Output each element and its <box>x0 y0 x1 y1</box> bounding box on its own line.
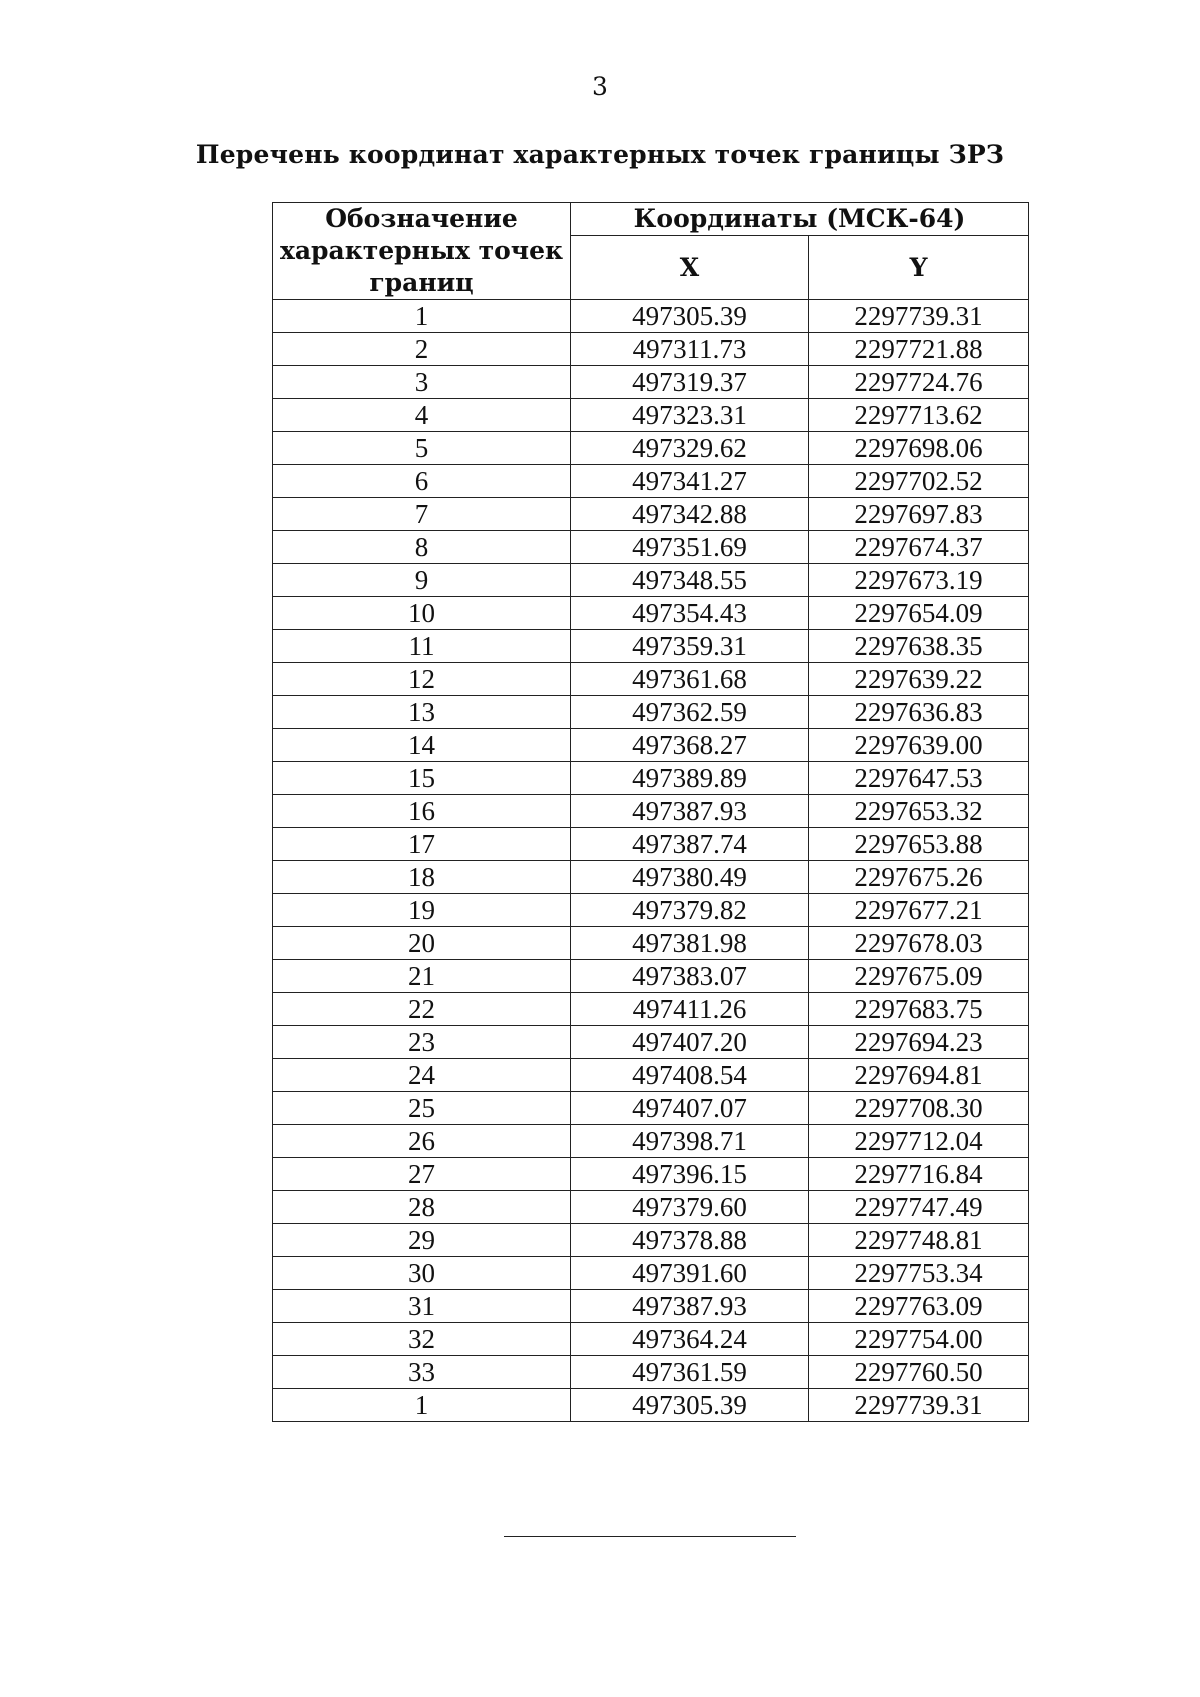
cell-point-number: 25 <box>273 1092 571 1125</box>
table-row <box>273 1158 1029 1191</box>
cell-y: 2297753.34 <box>809 1257 1029 1290</box>
table-row <box>273 1059 1029 1092</box>
cell-y: 2297675.09 <box>809 960 1029 993</box>
cell-point-number: 8 <box>273 531 571 564</box>
cell-point-number: 14 <box>273 729 571 762</box>
cell-y: 2297674.37 <box>809 531 1029 564</box>
cell-y: 2297754.00 <box>809 1323 1029 1356</box>
table-header <box>273 203 1029 300</box>
cell-y: 2297721.88 <box>809 333 1029 366</box>
header-coordinates: Координаты (МСК-64) <box>571 203 1029 236</box>
cell-point-number: 22 <box>273 993 571 1026</box>
coordinates-table <box>272 202 1029 1422</box>
cell-point-number: 9 <box>273 564 571 597</box>
table-row <box>273 1389 1029 1422</box>
cell-y: 2297654.09 <box>809 597 1029 630</box>
cell-point-number: 27 <box>273 1158 571 1191</box>
table-row <box>273 960 1029 993</box>
cell-point-number: 21 <box>273 960 571 993</box>
table-row <box>273 333 1029 366</box>
cell-point-number: 23 <box>273 1026 571 1059</box>
table-row <box>273 1224 1029 1257</box>
table-row <box>273 762 1029 795</box>
cell-x: 497378.88 <box>571 1224 809 1257</box>
cell-y: 2297673.19 <box>809 564 1029 597</box>
table-row <box>273 432 1029 465</box>
table-row <box>273 597 1029 630</box>
cell-point-number: 13 <box>273 696 571 729</box>
cell-point-number: 30 <box>273 1257 571 1290</box>
cell-x: 497389.89 <box>571 762 809 795</box>
table-row <box>273 300 1029 333</box>
table-row <box>273 1290 1029 1323</box>
cell-point-number: 26 <box>273 1125 571 1158</box>
cell-point-number: 4 <box>273 399 571 432</box>
cell-x: 497362.59 <box>571 696 809 729</box>
cell-x: 497387.93 <box>571 1290 809 1323</box>
cell-y: 2297702.52 <box>809 465 1029 498</box>
table-row <box>273 1323 1029 1356</box>
table-row <box>273 1092 1029 1125</box>
cell-y: 2297760.50 <box>809 1356 1029 1389</box>
cell-x: 497351.69 <box>571 531 809 564</box>
cell-x: 497379.82 <box>571 894 809 927</box>
cell-x: 497387.93 <box>571 795 809 828</box>
table-row <box>273 696 1029 729</box>
page-number: 3 <box>592 72 608 101</box>
cell-y: 2297697.83 <box>809 498 1029 531</box>
cell-y: 2297639.00 <box>809 729 1029 762</box>
cell-point-number: 10 <box>273 597 571 630</box>
cell-y: 2297653.88 <box>809 828 1029 861</box>
cell-point-number: 12 <box>273 663 571 696</box>
cell-y: 2297675.26 <box>809 861 1029 894</box>
table-row <box>273 894 1029 927</box>
cell-y: 2297636.83 <box>809 696 1029 729</box>
cell-y: 2297739.31 <box>809 1389 1029 1422</box>
cell-y: 2297678.03 <box>809 927 1029 960</box>
cell-y: 2297698.06 <box>809 432 1029 465</box>
cell-x: 497380.49 <box>571 861 809 894</box>
cell-x: 497354.43 <box>571 597 809 630</box>
table-row <box>273 729 1029 762</box>
cell-point-number: 16 <box>273 795 571 828</box>
cell-point-number: 17 <box>273 828 571 861</box>
cell-x: 497348.55 <box>571 564 809 597</box>
cell-x: 497408.54 <box>571 1059 809 1092</box>
cell-y: 2297739.31 <box>809 300 1029 333</box>
cell-point-number: 31 <box>273 1290 571 1323</box>
cell-point-number: 1 <box>273 300 571 333</box>
header-y: Y <box>809 236 1029 300</box>
table-row <box>273 1125 1029 1158</box>
cell-point-number: 7 <box>273 498 571 531</box>
cell-x: 497329.62 <box>571 432 809 465</box>
table-row <box>273 1356 1029 1389</box>
cell-y: 2297763.09 <box>809 1290 1029 1323</box>
table-row <box>273 564 1029 597</box>
cell-y: 2297713.62 <box>809 399 1029 432</box>
cell-x: 497305.39 <box>571 1389 809 1422</box>
cell-y: 2297748.81 <box>809 1224 1029 1257</box>
cell-x: 497342.88 <box>571 498 809 531</box>
table-row <box>273 1257 1029 1290</box>
cell-y: 2297747.49 <box>809 1191 1029 1224</box>
cell-x: 497383.07 <box>571 960 809 993</box>
header-x: X <box>571 236 809 300</box>
cell-x: 497407.20 <box>571 1026 809 1059</box>
cell-x: 497407.07 <box>571 1092 809 1125</box>
cell-y: 2297712.04 <box>809 1125 1029 1158</box>
cell-y: 2297638.35 <box>809 630 1029 663</box>
table-body <box>273 300 1029 1422</box>
cell-x: 497323.31 <box>571 399 809 432</box>
cell-point-number: 20 <box>273 927 571 960</box>
table-row <box>273 993 1029 1026</box>
cell-point-number: 2 <box>273 333 571 366</box>
cell-point-number: 3 <box>273 366 571 399</box>
cell-point-number: 24 <box>273 1059 571 1092</box>
table-row <box>273 795 1029 828</box>
cell-x: 497368.27 <box>571 729 809 762</box>
cell-point-number: 11 <box>273 630 571 663</box>
cell-x: 497361.59 <box>571 1356 809 1389</box>
table-row <box>273 399 1029 432</box>
cell-x: 497305.39 <box>571 300 809 333</box>
cell-point-number: 18 <box>273 861 571 894</box>
cell-point-number: 5 <box>273 432 571 465</box>
cell-y: 2297724.76 <box>809 366 1029 399</box>
cell-y: 2297639.22 <box>809 663 1029 696</box>
header-point-designation: Обозначение характерных точек границ <box>273 203 571 300</box>
cell-x: 497379.60 <box>571 1191 809 1224</box>
table-row <box>273 465 1029 498</box>
table-row <box>273 663 1029 696</box>
cell-point-number: 28 <box>273 1191 571 1224</box>
cell-x: 497396.15 <box>571 1158 809 1191</box>
cell-point-number: 6 <box>273 465 571 498</box>
table-row <box>273 861 1029 894</box>
cell-x: 497361.68 <box>571 663 809 696</box>
cell-x: 497398.71 <box>571 1125 809 1158</box>
table-row <box>273 1191 1029 1224</box>
cell-x: 497387.74 <box>571 828 809 861</box>
cell-x: 497311.73 <box>571 333 809 366</box>
cell-x: 497381.98 <box>571 927 809 960</box>
cell-y: 2297647.53 <box>809 762 1029 795</box>
cell-y: 2297716.84 <box>809 1158 1029 1191</box>
cell-point-number: 29 <box>273 1224 571 1257</box>
cell-point-number: 1 <box>273 1389 571 1422</box>
table-row <box>273 630 1029 663</box>
document-title: Перечень координат характерных точек границы ЗРЗ <box>195 140 1005 169</box>
cell-point-number: 15 <box>273 762 571 795</box>
cell-point-number: 32 <box>273 1323 571 1356</box>
table-row <box>273 498 1029 531</box>
cell-y: 2297683.75 <box>809 993 1029 1026</box>
table-row <box>273 366 1029 399</box>
footer-rule <box>504 1536 796 1537</box>
cell-x: 497364.24 <box>571 1323 809 1356</box>
cell-x: 497391.60 <box>571 1257 809 1290</box>
cell-x: 497359.31 <box>571 630 809 663</box>
cell-x: 497411.26 <box>571 993 809 1026</box>
cell-y: 2297694.81 <box>809 1059 1029 1092</box>
cell-y: 2297694.23 <box>809 1026 1029 1059</box>
cell-point-number: 33 <box>273 1356 571 1389</box>
cell-point-number: 19 <box>273 894 571 927</box>
table-row <box>273 531 1029 564</box>
cell-x: 497319.37 <box>571 366 809 399</box>
cell-y: 2297708.30 <box>809 1092 1029 1125</box>
table-row <box>273 927 1029 960</box>
cell-y: 2297677.21 <box>809 894 1029 927</box>
cell-x: 497341.27 <box>571 465 809 498</box>
table-row <box>273 828 1029 861</box>
cell-y: 2297653.32 <box>809 795 1029 828</box>
table-row <box>273 1026 1029 1059</box>
